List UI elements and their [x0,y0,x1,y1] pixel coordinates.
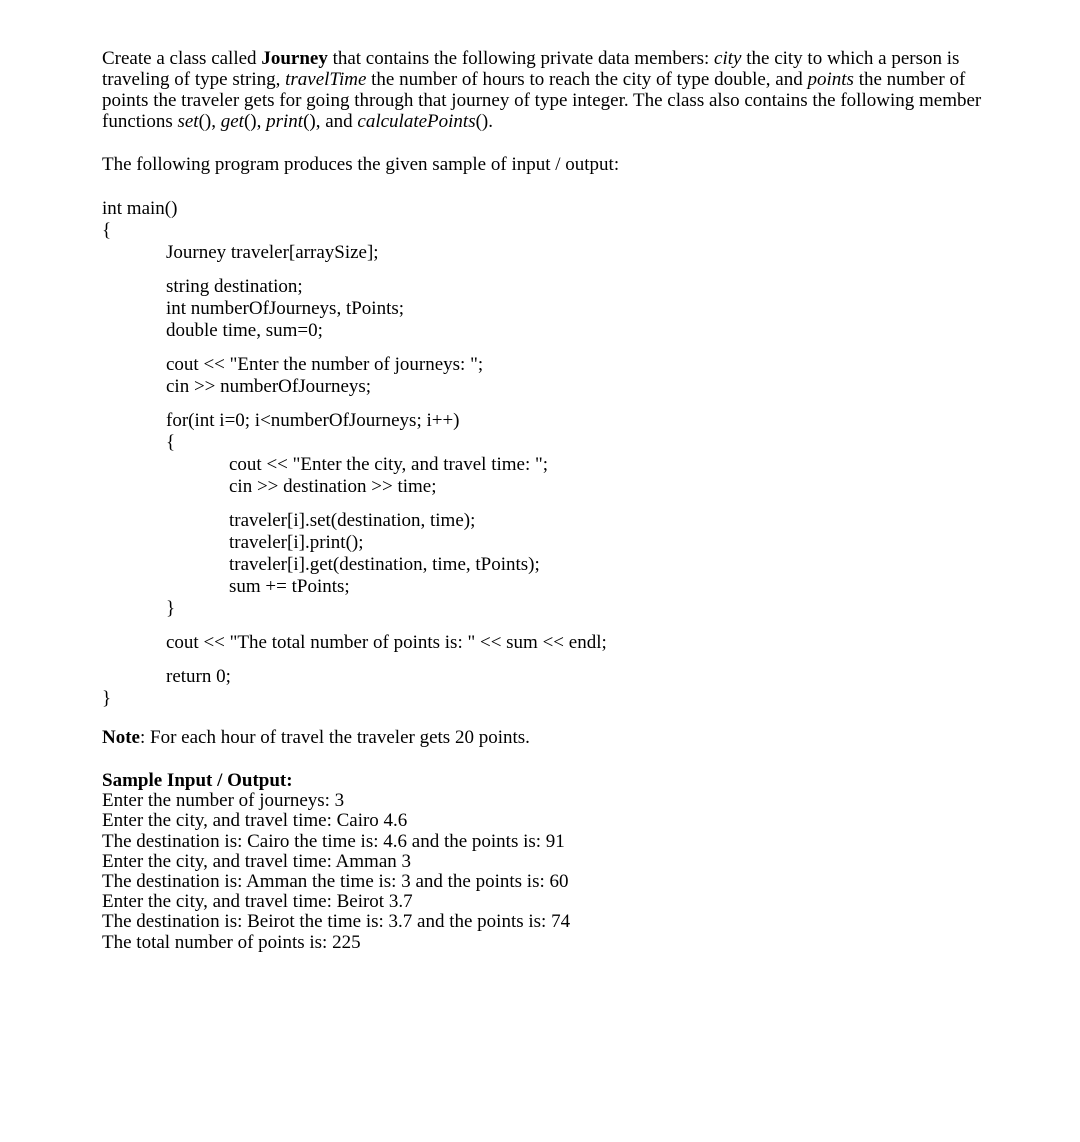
sample-line: The total number of points is: 225 [102,931,361,953]
document [102,48,1002,953]
member-city: city [714,48,742,69]
code-line: cout << "Enter the number of journeys: "; [166,354,484,375]
member-points: points [807,69,854,90]
code-line: cin >> destination >> time; [229,476,437,497]
code-line: int main() [102,198,178,219]
intro-text: the number of hours to reach the city of type double, and [366,69,808,90]
code-listing [102,198,1002,710]
code-line: cout << "The total number of points is: " << sum << endl; [166,632,607,653]
function-print: print [266,111,304,132]
sample-line: The destination is: Cairo the time is: 4.6 and the points is: 91 [102,830,565,852]
function-calculate-points: calculatePoints [357,111,476,132]
sample-io [102,771,1002,953]
intro-text: (), and [303,111,358,132]
code-line: cin >> numberOfJourneys; [166,376,372,397]
code-line: for(int i=0; i<numberOfJourneys; i++) [166,410,460,431]
code-line: { [166,432,176,453]
function-set: set [177,111,199,132]
class-name: Journey [261,48,328,69]
code-line: return 0; [166,666,231,687]
intro-text: the number of points the traveler gets for going through that journey of type integer. The class also contains the following member functions [102,69,982,132]
code-line: traveler[i].print(); [229,532,364,553]
code-line: traveler[i].get(destination, time, tPoints); [229,554,540,575]
sample-heading: Sample Input / Output: [102,770,293,791]
intro-text: that contains the following private data members: [327,48,715,69]
sample-line: Enter the city, and travel time: Amman 3 [102,850,412,872]
function-get: get [220,111,244,132]
code-line: traveler[i].set(destination, time); [229,510,476,531]
intro-text: (), [198,111,221,132]
code-line: sum += tPoints; [229,576,350,597]
sample-line: The destination is: Beirot the time is: 3.7 and the points is: 74 [102,911,571,933]
intro-text: (), [243,111,267,132]
code-line: } [166,598,176,619]
note-label: Note [102,727,140,748]
sample-line: Enter the city, and travel time: Beirot 3.7 [102,891,413,913]
code-line: int numberOfJourneys, tPoints; [166,298,405,319]
code-line: Journey traveler[arraySize]; [166,242,379,263]
sample-line: Enter the city, and travel time: Cairo 4.6 [102,810,408,832]
intro-text: (). [475,111,494,132]
intro-text: Create a class called [102,48,262,69]
note-text: : For each hour of travel the traveler gets 20 points. [139,727,530,748]
lead-sentence: The following program produces the given sample of input / output: [102,154,620,175]
sample-line: Enter the number of journeys: 3 [102,790,345,812]
intro-text: the city to which a person is traveling of type string, [102,48,960,90]
intro-paragraph [102,48,992,132]
code-line: string destination; [166,276,303,297]
member-travel-time: travelTime [285,69,367,90]
sample-line: The destination is: Amman the time is: 3 and the points is: 60 [102,870,569,892]
code-line: double time, sum=0; [166,320,323,341]
note-paragraph [102,727,1002,749]
code-line: } [102,688,112,709]
code-line: { [102,220,112,241]
code-line: cout << "Enter the city, and travel time: "; [229,454,549,475]
